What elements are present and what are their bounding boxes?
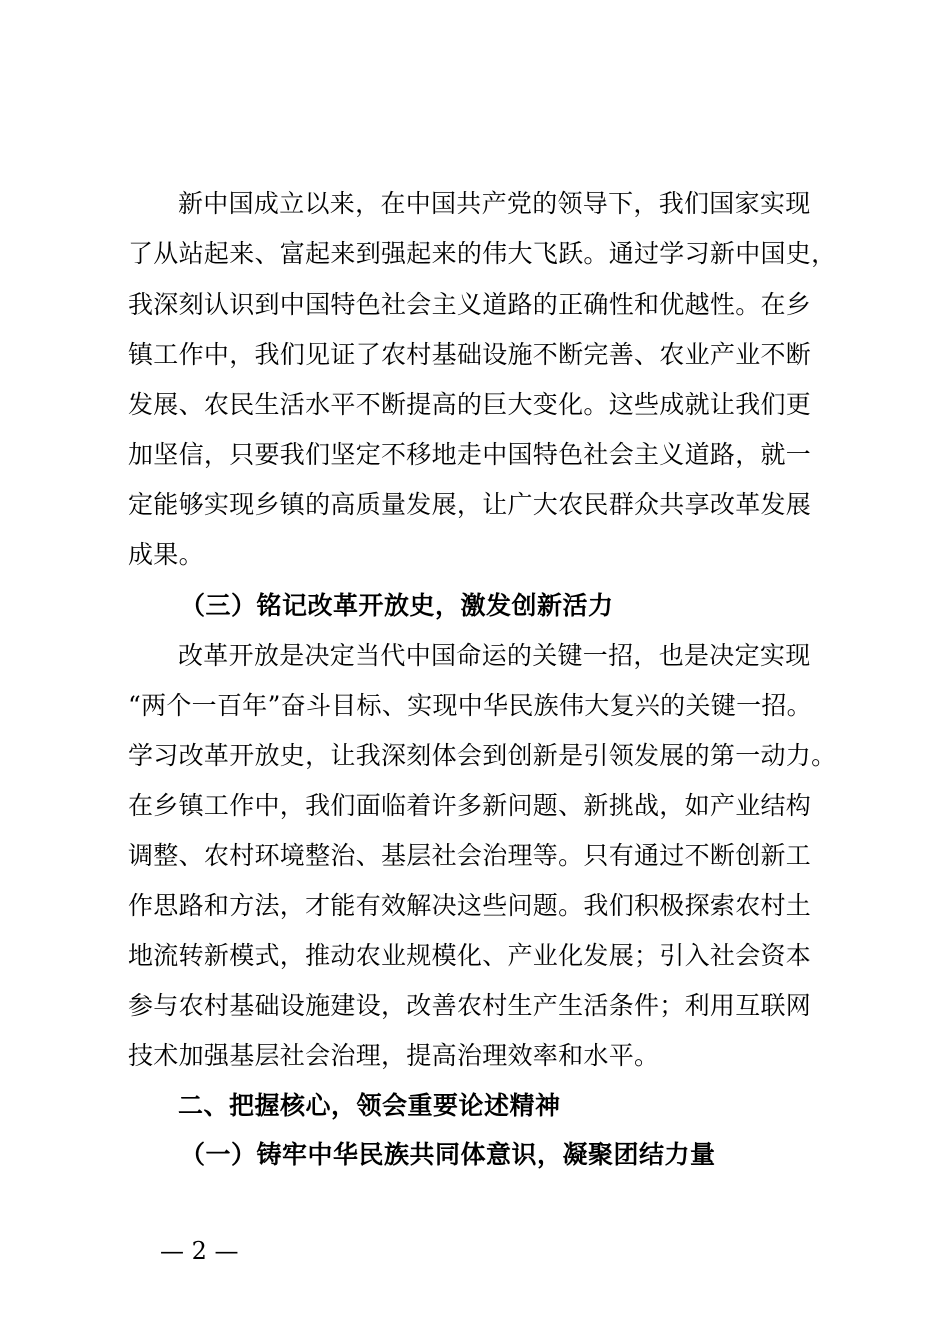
paragraph-1-line-1: 新中国成立以来，在中国共产党的领导下，我们国家实现 (178, 189, 811, 218)
page-number: — 2 — (160, 1237, 239, 1265)
paragraph-1-line-6: 加坚信，只要我们坚定不移地走中国特色社会主义道路，就一 (128, 440, 812, 469)
paragraph-2-line-3: 学习改革开放史，让我深刻体会到创新是引领发展的第一动力。 (128, 741, 837, 770)
paragraph-2-line-4: 在乡镇工作中，我们面临着许多新问题、新挑战，如产业结构 (128, 791, 812, 820)
section-2-heading: 二、把握核心，领会重要论述精神 (178, 1091, 561, 1120)
paragraph-1-line-2: 了从站起来、富起来到强起来的伟大飞跃。通过学习新中国史， (128, 239, 837, 268)
paragraph-2-line-1: 改革开放是决定当代中国命运的关键一招，也是决定实现 (178, 641, 811, 670)
paragraph-1-line-5: 发展、农民生活水平不断提高的巨大变化。这些成就让我们更 (128, 390, 812, 419)
paragraph-1-line-4: 镇工作中，我们见证了农村基础设施不断完善、农业产业不断 (128, 340, 812, 369)
paragraph-1-line-3: 我深刻认识到中国特色社会主义道路的正确性和优越性。在乡 (128, 290, 812, 319)
paragraph-1-line-7: 定能够实现乡镇的高质量发展，让广大农民群众共享改革发展 (128, 490, 812, 519)
paragraph-2-line-5: 调整、农村环境整治、基层社会治理等。只有通过不断创新工 (128, 841, 812, 870)
subheading-1: （一）铸牢中华民族共同体意识，凝聚团结力量 (180, 1140, 716, 1169)
paragraph-2-line-8: 参与农村基础设施建设，改善农村生产生活条件；利用互联网 (128, 991, 812, 1020)
heading-3: （三）铭记改革开放史，激发创新活力 (180, 591, 614, 620)
paragraph-2-line-7: 地流转新模式，推动农业规模化、产业化发展；引入社会资本 (128, 941, 812, 970)
paragraph-2-line-6: 作思路和方法，才能有效解决这些问题。我们积极探索农村土 (128, 891, 812, 920)
paragraph-1-line-8: 成果。 (128, 540, 204, 569)
paragraph-2-line-9: 技术加强基层社会治理，提高治理效率和水平。 (128, 1041, 660, 1070)
paragraph-2-line-2: “两个一百年”奋斗目标、实现中华民族伟大复兴的关键一招。 (128, 691, 812, 720)
